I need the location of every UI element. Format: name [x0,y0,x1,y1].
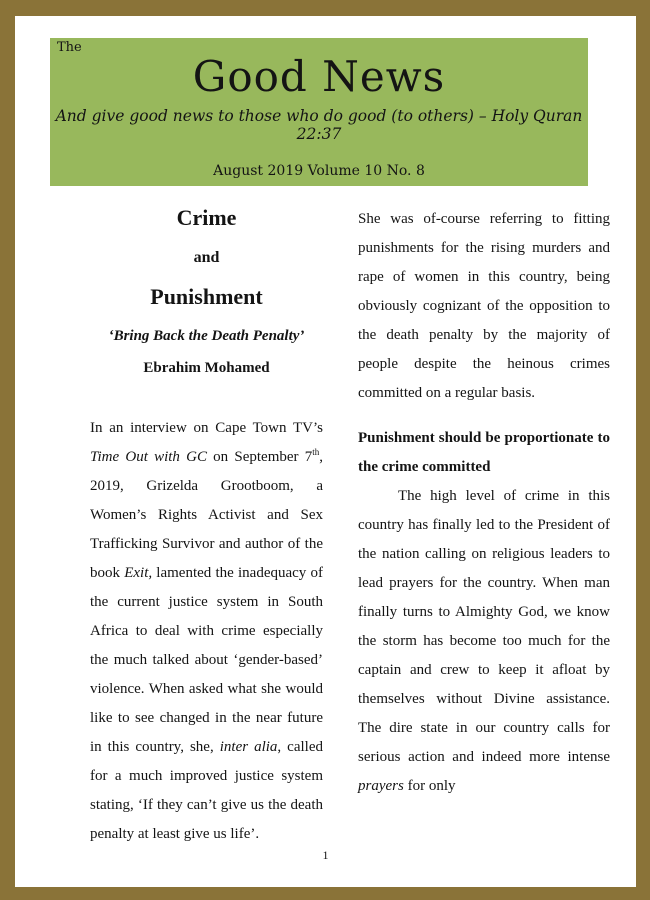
article-title-line-2: and [193,249,220,266]
article-author: Ebrahim Mohamed [143,360,270,376]
section-subheading: Punishment should be proportionate to the crime committed [358,430,610,475]
page-number: 1 [322,848,329,862]
masthead-issue-line: August 2019 Volume 10 No. 8 [213,163,425,179]
masthead [50,38,588,186]
article-paragraph-right-2: The high level of crime in this country has finally led to the President of the nation calling on religious leaders to lead prayers for the country. When man finally turns to Almighty God, we know the storm has become too much for the captain and crew to keep it afloat by themselves without Divine assistance. The dire state in our country calls for serious action and indeed more intense prayers for only [358,488,610,794]
left-column [90,205,323,849]
page-footer [15,846,636,864]
article-title-line-3: Punishment [150,284,263,309]
article-title-line-1: Crime [176,205,237,230]
article-paragraph-right-1: She was of-course referring to fitting punishments for the rising murders and rape of women in this country, being obviously cognizant of the opposition to the death penalty by the majority of people despite the heinous crimes committed on a regular basis. [358,211,610,401]
right-column [358,205,610,801]
article-subtitle: ‘Bring Back the Death Penalty’ [108,328,305,344]
newsletter-page [15,16,636,887]
newsletter-title: Good News [192,52,446,101]
masthead-the-label: The [57,40,82,55]
article-paragraph-left: In an interview on Cape Town TV’s Time Out with GC on September 7th, 2019, Grizelda Grootboom, a Women’s Rights Activist and Sex Trafficking Survivor and author of the book Exit, lamented the inadequacy of the current justice system in South Africa to deal with crime especially the much talked about ‘gender-based’ violence. When asked what she would like to see changed in the near future in this country, she, inter alia, called for a much improved justice system stating, ‘If they can’t give us the death penalty at least give us life’. [90,420,323,842]
masthead-tagline: And give good news to those who do good (to others) – Holy Quran 22:37 [55,107,583,143]
